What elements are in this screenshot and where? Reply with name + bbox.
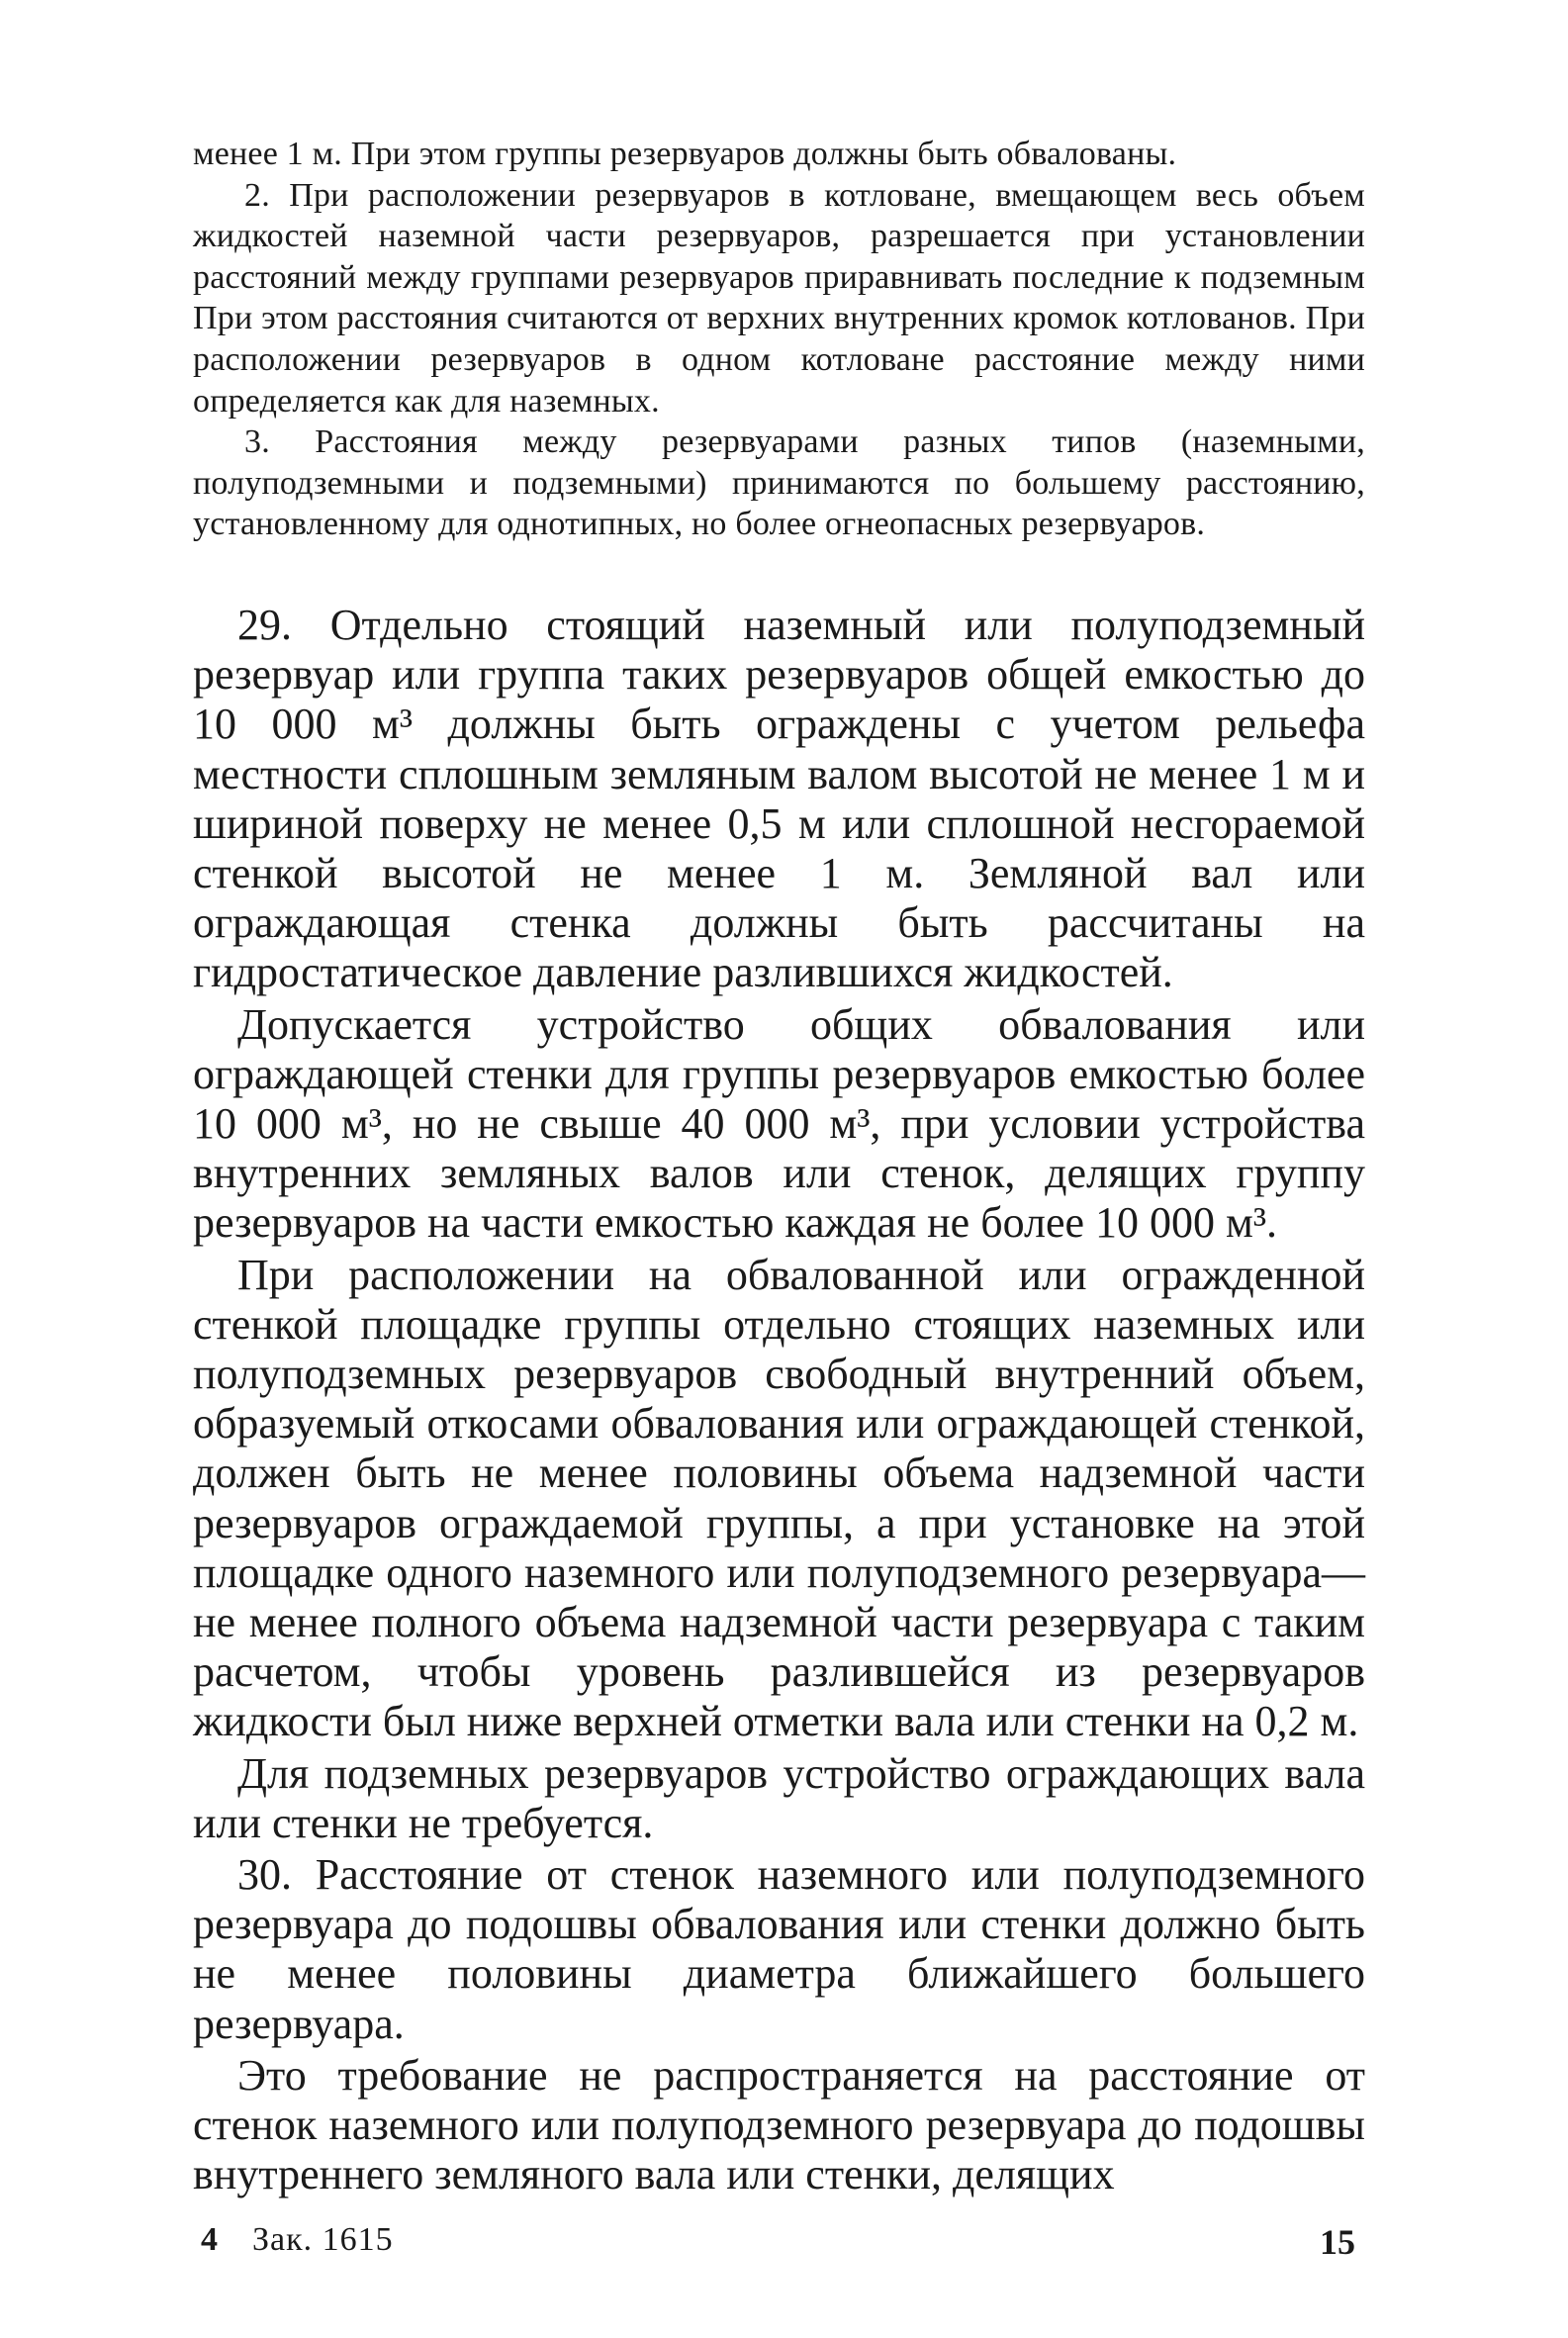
print-order: Зак. 1615 (252, 2221, 394, 2258)
page-body (193, 134, 1365, 2201)
paragraph-29-underground: Для подземных резервуаров устройство ограждающих вала или стенки не требуется. (193, 1748, 1365, 1847)
notes-section (193, 134, 1365, 545)
note-3: 3. Расстояния между резервуарами разных типов (наземными, полуподземными и подземными) принимаются по большему расстоянию, установленному для однотипных, но более огнеопасных резервуаров. (193, 423, 1365, 543)
page-number: 15 (1320, 2222, 1355, 2262)
main-text (193, 601, 1365, 2200)
note-2: 2. При расположении резервуаров в котловане, вмещающем весь объем жидкостей наземной части резервуаров, разрешается при установлении расстояний между группами резервуаров приравнивать последние к подземным При этом расстояния считаются от верхних внутренних кромок котлованов. При расположении резервуаров в одном котловане расстояние между ними определяется как для наземных. (193, 176, 1365, 420)
paragraph-29: 29. Отдельно стоящий наземный или полуподземный резервуар или группа таких резервуаров общей емкостью до 10 000 м³ должны быть ограждены с учетом рельефа местности сплошным земляным валом высотой не менее 1 м и шириной поверху не менее 0,5 м или сплошной несгораемой стенкой высотой не менее 1 м. Земляной вал или ограждающая стенка должны быть рассчитаны на гидростатическое давление разлившихся жидкостей. (193, 600, 1365, 997)
page-footer (193, 2221, 1365, 2271)
note-continuation: менее 1 м. При этом группы резервуаров должны быть обвалованы. (193, 136, 1177, 172)
paragraph-29-common-embankment: Допускается устройство общих обвалования или ограждающей стенки для группы резервуаров емкостью более 10 000 м³, но не свыше 40 000 м³, при условии устройства внутренних земляных валов или стенок, делящих группу резервуаров на части емкостью каждая не более 10 000 м³. (193, 999, 1365, 1248)
paragraph-30: 30. Расстояние от стенок наземного или полуподземного резервуара до подошвы обвалования или стенки должно быть не менее половины диаметра ближайшего большего резервуара. (193, 1850, 1365, 2048)
paragraph-29-free-volume: При расположении на обвалованной или огражденной стенкой площадке группы отдельно стоящих наземных или полуподземных резервуаров свободный внутренний объем, образуемый откосами обвалования или ограждающей стенкой, должен быть не менее половины объема надземной части резервуаров ограждаемой группы, а при установке на этой площадке одного наземного или полуподземного резервуара—не менее полного объема надземной части резервуара с таким расчетом, чтобы уровень разлившейся из резервуаров жидкости был ниже верхней отметки вала или стенки на 0,2 м. (193, 1250, 1365, 1746)
paragraph-30-exception: Это требование не распространяется на расстояние от стенок наземного или полуподземного резервуара до подошвы внутреннего земляного вала или стенки, делящих (193, 2050, 1365, 2199)
signature-number: 4 (201, 2221, 218, 2258)
